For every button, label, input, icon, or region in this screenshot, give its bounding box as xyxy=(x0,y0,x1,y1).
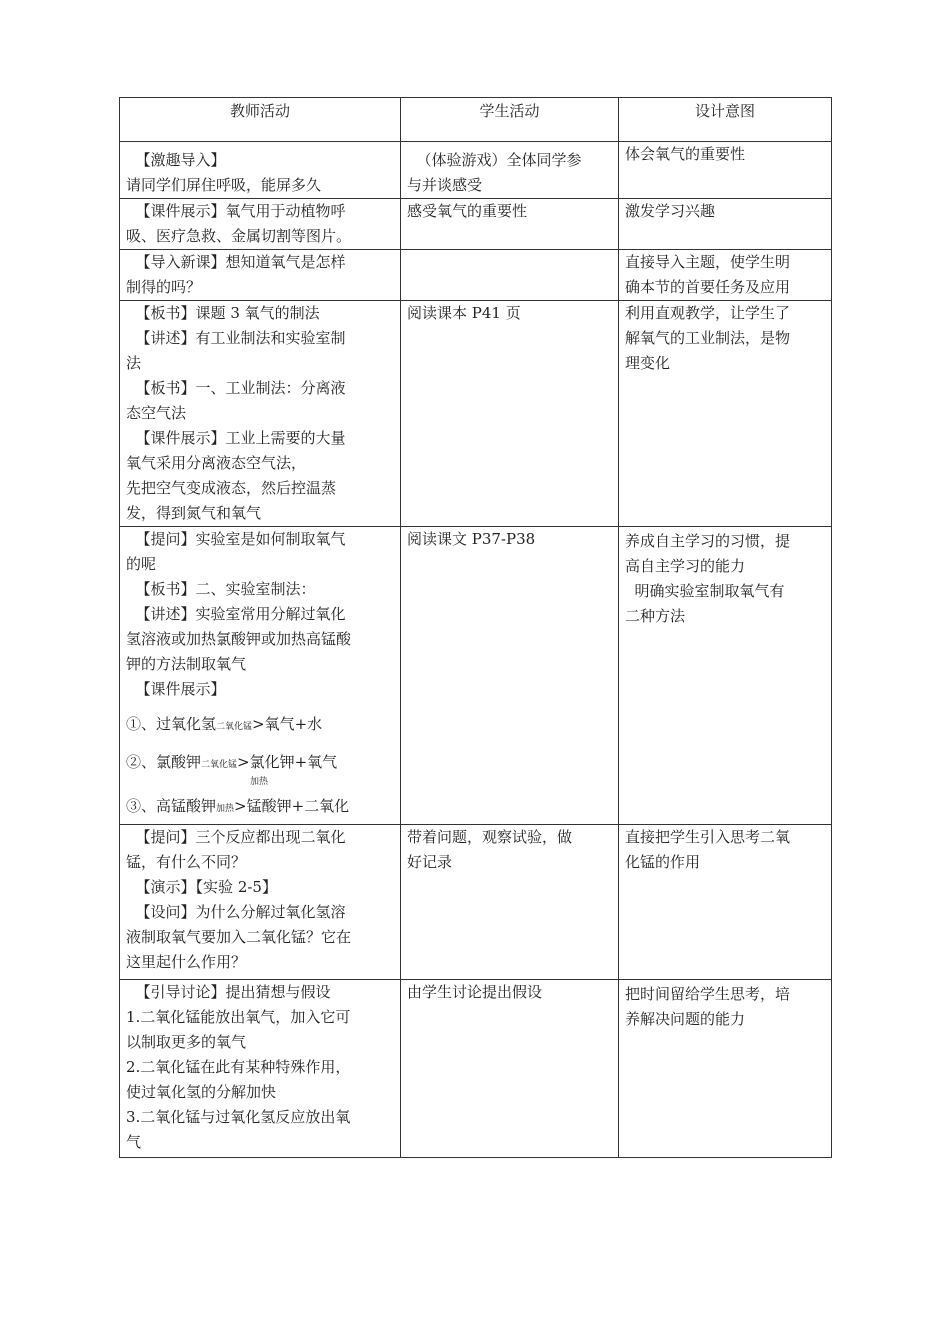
design-cell xyxy=(619,301,832,527)
table-row xyxy=(120,980,832,1158)
cell-line: 【板书】课题 3 氧气的制法 xyxy=(126,304,320,322)
reaction-products: 氯化钾+氧气 xyxy=(249,753,338,771)
reaction-products: 锰酸钾+二氧化 xyxy=(246,797,350,815)
reaction-line xyxy=(126,712,394,740)
cell-line: 液制取氧气要加入二氧化锰？它在 xyxy=(126,928,352,946)
reaction-condition: 二氧化锰 xyxy=(201,760,238,770)
cell-line: 发，得到氮气和氧气 xyxy=(126,504,262,522)
teacher-cell xyxy=(120,825,401,980)
cell-line: 利用直观教学，让学生了 xyxy=(625,304,791,322)
teacher-cell xyxy=(120,301,401,527)
cell-line: 【讲述】有工业制法和实验室制 xyxy=(126,329,346,347)
cell-line: 【课件展示】工业上需要的大量 xyxy=(126,429,346,447)
cell-line: 激发学习兴趣 xyxy=(625,202,716,220)
reaction-condition-below: 加热 xyxy=(250,777,269,787)
cell-line: 的呢 xyxy=(126,555,157,573)
cell-line: 【激趣导入】 xyxy=(126,151,226,169)
cell-line: 确本节的首要任务及应用 xyxy=(625,278,791,296)
cell-line: （体验游戏）全体同学参 xyxy=(407,151,582,169)
cell-line: 解氧气的工业制法，是物 xyxy=(625,329,791,347)
cell-line: 法 xyxy=(126,354,142,372)
design-cell xyxy=(619,250,832,301)
header-design: 设计意图 xyxy=(619,98,832,142)
cell-line: 直接导入主题，使学生明 xyxy=(625,253,791,271)
design-cell xyxy=(619,527,832,825)
cell-line: 由学生讨论提出假设 xyxy=(407,983,543,1001)
design-cell xyxy=(619,980,832,1158)
table-row xyxy=(120,825,832,980)
teacher-cell xyxy=(120,527,401,825)
spacer xyxy=(126,702,394,712)
cell-line: 【引导讨论】提出猜想与假设 xyxy=(126,983,331,1001)
teacher-cell xyxy=(120,142,401,199)
student-cell xyxy=(401,980,619,1158)
header-student: 学生活动 xyxy=(401,98,619,142)
table-row xyxy=(120,301,832,527)
cell-line: 体会氧气的重要性 xyxy=(625,145,746,163)
teacher-cell xyxy=(120,250,401,301)
reaction-prefix: ①、过氧化氢 xyxy=(126,715,217,733)
header-teacher: 教师活动 xyxy=(120,98,401,142)
cell-line: 1.二氧化锰能放出氧气，加入它可 xyxy=(126,1008,351,1026)
reaction-condition: 二氧化锰 xyxy=(216,722,253,732)
teacher-cell xyxy=(120,199,401,250)
student-cell xyxy=(401,825,619,980)
cell-line: 氢溶液或加热氯酸钾或加热高锰酸 xyxy=(126,630,352,648)
cell-line: 以制取更多的氧气 xyxy=(126,1033,247,1051)
cell-line: 【课件展示】氧气用于动植物呼 xyxy=(126,202,346,220)
student-cell xyxy=(401,250,619,301)
cell-line: 带着问题，观察试验，做 xyxy=(407,828,573,846)
cell-line: 【设问】为什么分解过氧化氢溶 xyxy=(126,903,346,921)
cell-line: 【讲述】实验室常用分解过氧化 xyxy=(126,605,346,623)
cell-line: 高自主学习的能力 xyxy=(625,557,746,575)
cell-line: 这里起什么作用？ xyxy=(126,953,247,971)
cell-line: 【板书】一、工业制法：分离液 xyxy=(126,379,346,397)
cell-line: 气 xyxy=(126,1133,142,1151)
cell-line: 【演示】【实验 2-5】 xyxy=(126,878,277,896)
cell-line: 氧气采用分离液态空气法， xyxy=(126,454,307,472)
cell-line: 养解决问题的能力 xyxy=(625,1010,746,1028)
cell-line: 把时间留给学生思考，培 xyxy=(625,985,791,1003)
reaction-line xyxy=(126,794,394,822)
cell-line: 【课件展示】 xyxy=(126,680,226,698)
cell-line: 2.二氧化锰在此有某种特殊作用， xyxy=(126,1058,351,1076)
cell-line: 好记录 xyxy=(407,853,453,871)
cell-line: 化锰的作用 xyxy=(625,853,701,871)
cell-line: 钾的方法制取氧气 xyxy=(126,655,247,673)
reaction-prefix: ③、高锰酸钾 xyxy=(126,797,217,815)
cell-line: 明确实验室制取氧气有 xyxy=(625,582,785,600)
cell-line: 与并谈感受 xyxy=(407,176,483,194)
cell-line: 二种方法 xyxy=(625,607,686,625)
student-cell xyxy=(401,199,619,250)
design-cell xyxy=(619,142,832,199)
cell-line: 阅读课本 P41 页 xyxy=(407,304,521,322)
cell-line: 养成自主学习的习惯，提 xyxy=(625,532,791,550)
cell-line: 态空气法 xyxy=(126,404,187,422)
design-cell xyxy=(619,199,832,250)
cell-line: 吸、医疗急救、金属切割等图片。 xyxy=(126,227,352,245)
cell-line: 理变化 xyxy=(625,354,671,372)
reaction-prefix: ②、氯酸钾 xyxy=(126,753,202,771)
student-cell xyxy=(401,301,619,527)
cell-line: 【导入新课】想知道氧气是怎样 xyxy=(126,253,346,271)
reaction-arrow: > xyxy=(237,753,250,771)
reaction-arrow: > xyxy=(252,715,265,733)
reaction-arrow: > xyxy=(234,797,247,815)
student-cell xyxy=(401,142,619,199)
cell-line: 3.二氧化锰与过氧化氢反应放出氧 xyxy=(126,1108,351,1126)
reaction-products: 氧气+水 xyxy=(264,715,323,733)
teacher-cell xyxy=(120,980,401,1158)
student-cell xyxy=(401,527,619,825)
cell-line: 【提问】实验室是如何制取氧气 xyxy=(126,530,346,548)
spacer xyxy=(126,740,394,750)
table-row xyxy=(120,142,832,199)
cell-line: 【提问】三个反应都出现二氧化 xyxy=(126,828,346,846)
cell-line: 直接把学生引入思考二氧 xyxy=(625,828,791,846)
cell-line: 制得的吗？ xyxy=(126,278,202,296)
cell-line: 【板书】二、实验室制法： xyxy=(126,580,316,598)
reaction-line xyxy=(126,750,394,778)
header-row xyxy=(120,98,832,142)
design-cell xyxy=(619,825,832,980)
cell-line: 请同学们屏住呼吸，能屏多久 xyxy=(126,176,322,194)
reaction-condition: 加热 xyxy=(216,804,235,814)
cell-line: 使过氧化氢的分解加快 xyxy=(126,1083,277,1101)
table-row xyxy=(120,527,832,825)
lesson-plan-table xyxy=(119,97,832,1158)
table-row xyxy=(120,250,832,301)
cell-line: 先把空气变成液态，然后控温蒸 xyxy=(126,479,337,497)
table-row xyxy=(120,199,832,250)
cell-line: 锰，有什么不同？ xyxy=(126,853,247,871)
cell-line: 感受氧气的重要性 xyxy=(407,202,528,220)
cell-line: 阅读课文 P37-P38 xyxy=(407,530,536,548)
